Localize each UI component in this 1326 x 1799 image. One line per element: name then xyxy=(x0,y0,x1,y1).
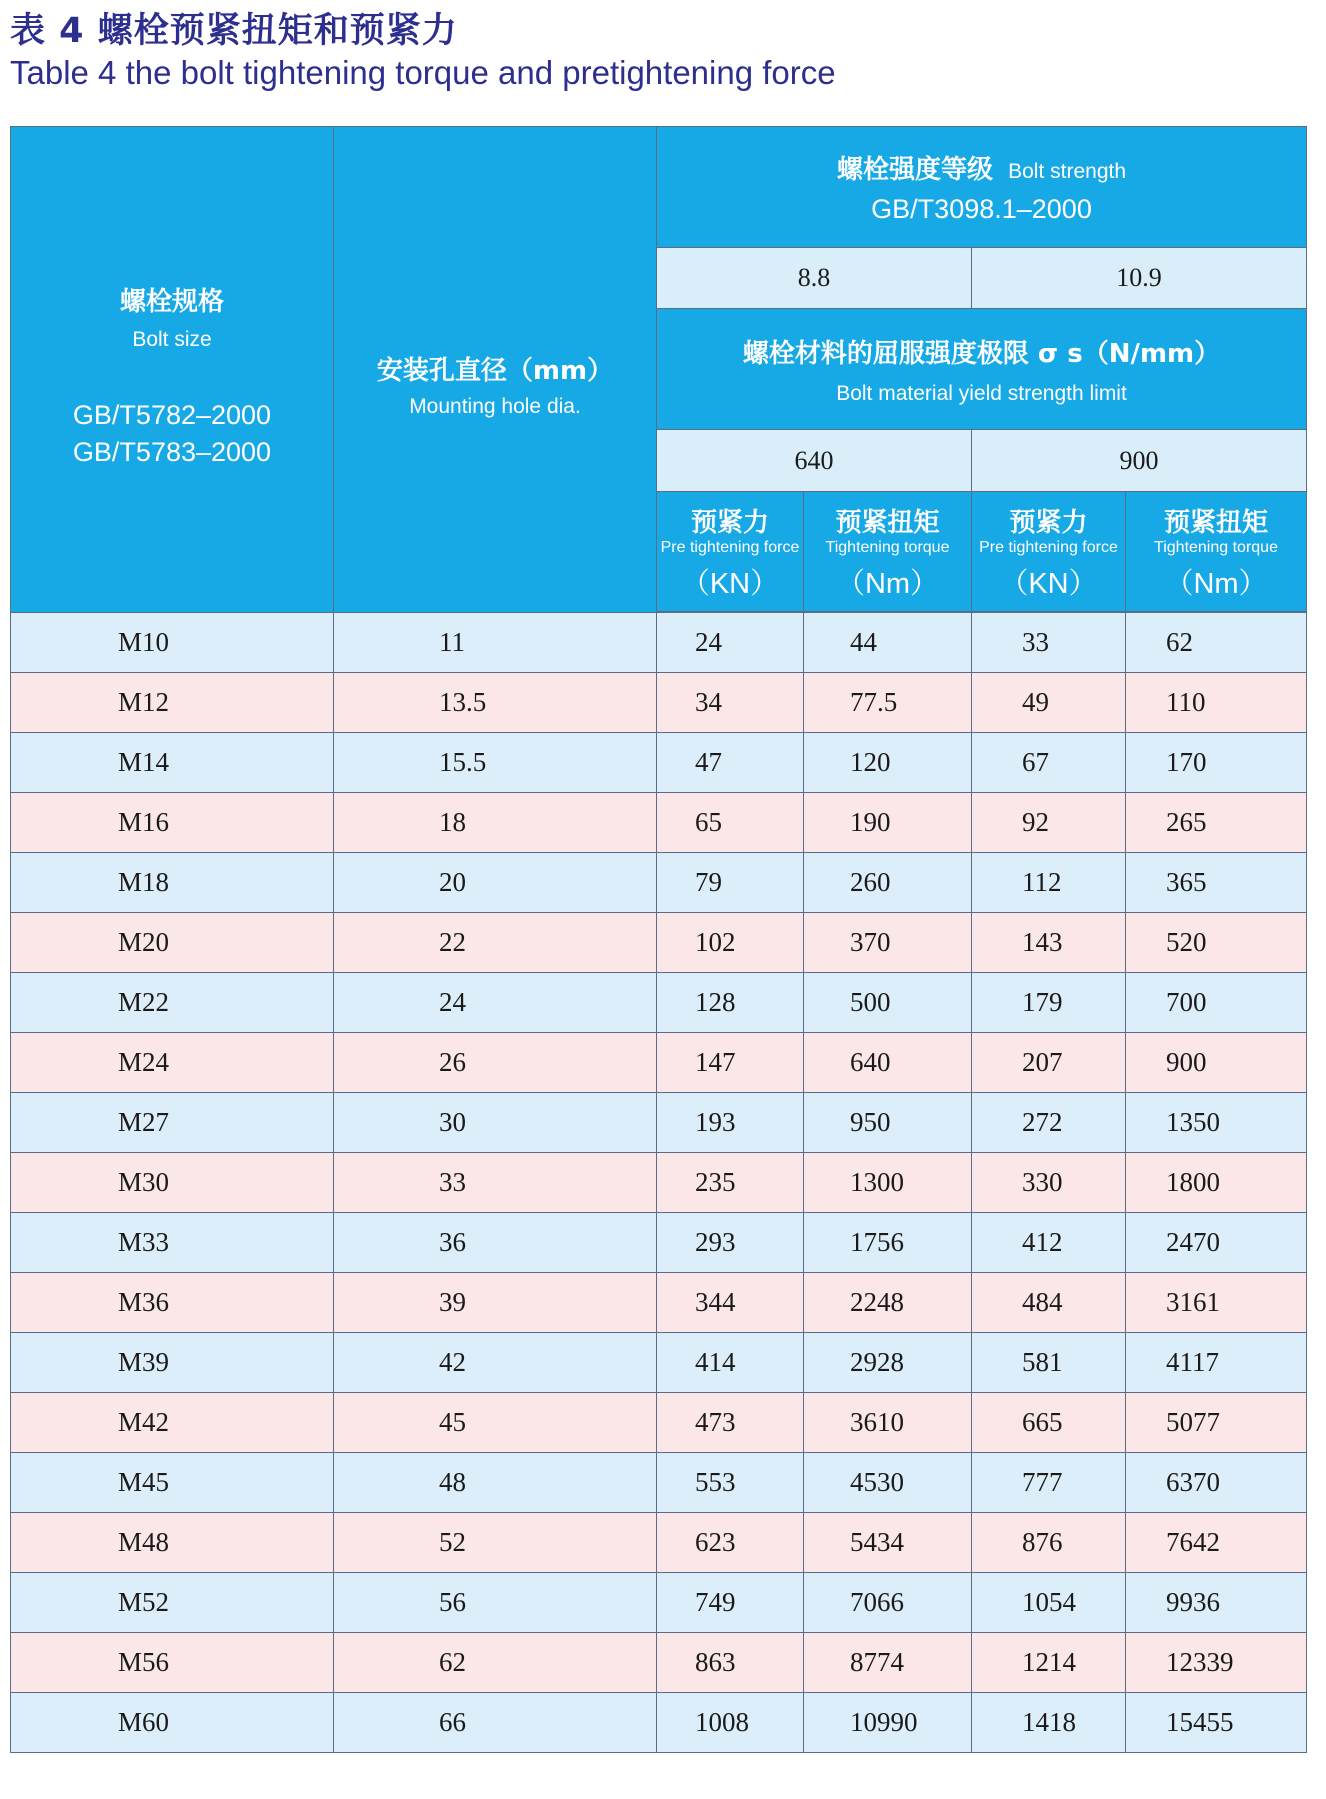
cell-t88 xyxy=(804,673,972,733)
cell-value: M45 xyxy=(118,1467,170,1497)
table-row xyxy=(11,613,1307,673)
cell-size xyxy=(11,613,334,673)
cell-value: 412 xyxy=(1022,1227,1063,1257)
cell-size xyxy=(11,1453,334,1513)
hole-dia-header xyxy=(334,127,657,613)
cell-value: 473 xyxy=(695,1407,736,1437)
cell-value: 330 xyxy=(1022,1167,1063,1197)
cell-hole xyxy=(334,1033,657,1093)
bolt-size-zh: 螺栓规格 xyxy=(119,287,224,317)
cell-value: 179 xyxy=(1022,987,1063,1017)
table-row xyxy=(11,1153,1307,1213)
cell-value: 5434 xyxy=(850,1527,904,1557)
cell-t109 xyxy=(1126,1333,1307,1393)
col-header-force-109 xyxy=(972,492,1126,612)
col-header-torque-88 xyxy=(804,492,972,612)
cell-t88 xyxy=(804,1213,972,1273)
cell-value: 7642 xyxy=(1166,1527,1220,1557)
cell-value: 4117 xyxy=(1166,1347,1219,1377)
yield-strength-en: Bolt material yield strength limit xyxy=(836,381,1127,405)
cell-value: 12339 xyxy=(1166,1647,1234,1677)
cell-size xyxy=(11,1213,334,1273)
cell-size xyxy=(11,1393,334,1453)
cell-t109 xyxy=(1126,1633,1307,1693)
col-header-zh: 预紧扭矩 xyxy=(1164,507,1269,538)
cell-value: 34 xyxy=(695,687,722,717)
cell-size xyxy=(11,1693,334,1753)
cell-value: 3610 xyxy=(850,1407,904,1437)
grade-8-8: 8.8 xyxy=(657,248,972,309)
cell-value: M20 xyxy=(118,927,170,957)
cell-f109 xyxy=(972,793,1126,853)
cell-f109 xyxy=(972,1393,1126,1453)
cell-value: 414 xyxy=(695,1347,736,1377)
table-row xyxy=(11,673,1307,733)
cell-value: 79 xyxy=(695,867,722,897)
cell-f88 xyxy=(657,1513,804,1573)
cell-t88 xyxy=(804,793,972,853)
cell-value: 65 xyxy=(695,807,722,837)
cell-value: 102 xyxy=(695,927,736,957)
cell-f88 xyxy=(657,1333,804,1393)
cell-size xyxy=(11,793,334,853)
cell-f109 xyxy=(972,1573,1126,1633)
cell-value: 749 xyxy=(695,1587,736,1617)
cell-value: 42 xyxy=(439,1347,466,1377)
cell-value: 1800 xyxy=(1166,1167,1220,1197)
cell-value: 344 xyxy=(695,1287,736,1317)
cell-value: M24 xyxy=(118,1047,170,1077)
col-header-unit: （KN） xyxy=(999,567,1098,600)
cell-value: 49 xyxy=(1022,687,1049,717)
col-header-en: Pre tightening force xyxy=(660,538,800,556)
table-row xyxy=(11,1273,1307,1333)
cell-value: M30 xyxy=(118,1167,170,1197)
cell-value: 143 xyxy=(1022,927,1063,957)
cell-size xyxy=(11,1573,334,1633)
cell-hole xyxy=(334,613,657,673)
cell-value: M56 xyxy=(118,1647,170,1677)
table-row xyxy=(11,1573,1307,1633)
cell-hole xyxy=(334,913,657,973)
cell-value: 120 xyxy=(850,747,891,777)
cell-value: M10 xyxy=(118,627,170,657)
cell-value: 6370 xyxy=(1166,1467,1220,1497)
cell-f88 xyxy=(657,973,804,1033)
cell-hole xyxy=(334,1093,657,1153)
cell-value: 170 xyxy=(1166,747,1207,777)
table-row xyxy=(11,1693,1307,1753)
bolt-torque-table xyxy=(10,126,1307,1753)
cell-t88 xyxy=(804,973,972,1033)
cell-f109 xyxy=(972,1033,1126,1093)
cell-f88 xyxy=(657,1693,804,1753)
cell-t109 xyxy=(1126,793,1307,853)
cell-value: 22 xyxy=(439,927,466,957)
cell-f88 xyxy=(657,1393,804,1453)
cell-f88 xyxy=(657,1573,804,1633)
cell-value: M48 xyxy=(118,1527,170,1557)
bolt-strength-line xyxy=(657,149,1306,186)
yield-900: 900 xyxy=(972,430,1307,492)
table-row xyxy=(11,1213,1307,1273)
cell-hole xyxy=(334,1513,657,1573)
cell-value: 1300 xyxy=(850,1167,904,1197)
cell-hole xyxy=(334,1213,657,1273)
cell-value: 15455 xyxy=(1166,1707,1234,1737)
cell-value: 1418 xyxy=(1022,1707,1076,1737)
cell-value: 36 xyxy=(439,1227,466,1257)
cell-size xyxy=(11,913,334,973)
cell-value: M12 xyxy=(118,687,170,717)
table-row xyxy=(11,793,1307,853)
yield-640: 640 xyxy=(657,430,972,492)
cell-value: 1008 xyxy=(695,1707,749,1737)
cell-hole xyxy=(334,1633,657,1693)
cell-size xyxy=(11,1513,334,1573)
col-header-zh: 预紧扭矩 xyxy=(835,507,940,538)
table-row xyxy=(11,1393,1307,1453)
cell-f109 xyxy=(972,1633,1126,1693)
cell-value: 33 xyxy=(1022,627,1049,657)
cell-value: 640 xyxy=(850,1047,891,1077)
cell-value: 67 xyxy=(1022,747,1049,777)
cell-f88 xyxy=(657,853,804,913)
table-title-en: Table 4 the bolt tightening torque and pretightening force xyxy=(10,54,836,91)
cell-value: 112 xyxy=(1022,867,1062,897)
col-header-unit: （KN） xyxy=(680,567,780,600)
cell-f88 xyxy=(657,1033,804,1093)
cell-value: 39 xyxy=(439,1287,466,1317)
table-row xyxy=(11,973,1307,1033)
cell-t109 xyxy=(1126,673,1307,733)
cell-t109 xyxy=(1126,853,1307,913)
cell-value: 370 xyxy=(850,927,891,957)
cell-value: 193 xyxy=(695,1107,736,1137)
cell-value: 293 xyxy=(695,1227,736,1257)
cell-t88 xyxy=(804,913,972,973)
bolt-size-std2: GB/T5783–2000 xyxy=(72,437,272,467)
bolt-strength-zh: 螺栓强度等级 xyxy=(837,155,994,185)
cell-t109 xyxy=(1126,913,1307,973)
yield-strength-zh: 螺栓材料的屈服强度极限 σ s（N/mm） xyxy=(742,338,1221,369)
cell-value: M22 xyxy=(118,987,170,1017)
cell-f88 xyxy=(657,913,804,973)
cell-t109 xyxy=(1126,973,1307,1033)
table-row xyxy=(11,1093,1307,1153)
cell-value: M42 xyxy=(118,1407,170,1437)
cell-value: 47 xyxy=(695,747,722,777)
cell-value: 56 xyxy=(439,1587,466,1617)
cell-t88 xyxy=(804,1693,972,1753)
table-row xyxy=(11,1633,1307,1693)
cell-value: 3161 xyxy=(1166,1287,1220,1317)
bolt-strength-header xyxy=(657,127,1307,248)
cell-f88 xyxy=(657,1453,804,1513)
cell-hole xyxy=(334,853,657,913)
cell-value: 520 xyxy=(1166,927,1207,957)
hole-dia-en: Mounting hole dia. xyxy=(409,395,581,418)
cell-hole xyxy=(334,973,657,1033)
cell-hole xyxy=(334,1273,657,1333)
table-row xyxy=(11,733,1307,793)
cell-value: 5077 xyxy=(1166,1407,1220,1437)
cell-value: 45 xyxy=(439,1407,466,1437)
cell-value: 13.5 xyxy=(439,687,487,717)
title-block xyxy=(10,6,836,92)
cell-value: M36 xyxy=(118,1287,170,1317)
cell-f109 xyxy=(972,1213,1126,1273)
cell-value: M27 xyxy=(118,1107,170,1137)
cell-t109 xyxy=(1126,1453,1307,1513)
cell-value: 33 xyxy=(439,1167,466,1197)
cell-value: 272 xyxy=(1022,1107,1063,1137)
cell-t88 xyxy=(804,1573,972,1633)
cell-value: 950 xyxy=(850,1107,891,1137)
bolt-strength-en: Bolt strength xyxy=(1008,160,1127,183)
cell-value: 44 xyxy=(850,627,877,657)
cell-value: 7066 xyxy=(850,1587,904,1617)
cell-value: M52 xyxy=(118,1587,170,1617)
cell-value: 30 xyxy=(439,1107,466,1137)
cell-value: 235 xyxy=(695,1167,736,1197)
cell-value: 52 xyxy=(439,1527,466,1557)
col-header-zh: 预紧力 xyxy=(690,507,769,538)
cell-f109 xyxy=(972,1453,1126,1513)
cell-t109 xyxy=(1126,613,1307,673)
cell-value: 2248 xyxy=(850,1287,904,1317)
cell-value: M39 xyxy=(118,1347,170,1377)
cell-value: 1350 xyxy=(1166,1107,1220,1137)
cell-t109 xyxy=(1126,1573,1307,1633)
cell-size xyxy=(11,1153,334,1213)
cell-f109 xyxy=(972,733,1126,793)
cell-f88 xyxy=(657,1273,804,1333)
cell-value: 147 xyxy=(695,1047,736,1077)
cell-value: 260 xyxy=(850,867,891,897)
table-row xyxy=(11,1333,1307,1393)
cell-value: 190 xyxy=(850,807,891,837)
cell-t109 xyxy=(1126,1513,1307,1573)
cell-f109 xyxy=(972,673,1126,733)
cell-f88 xyxy=(657,1153,804,1213)
table-title-zh: 表 4 螺栓预紧扭矩和预紧力 xyxy=(10,11,458,51)
cell-t109 xyxy=(1126,733,1307,793)
cell-value: 665 xyxy=(1022,1407,1063,1437)
table-row xyxy=(11,913,1307,973)
col-header-torque-109 xyxy=(1126,492,1307,612)
cell-size xyxy=(11,1333,334,1393)
bolt-size-en: Bolt size xyxy=(132,328,212,351)
cell-f109 xyxy=(972,913,1126,973)
bolt-size-std1: GB/T5782–2000 xyxy=(72,400,272,430)
cell-size xyxy=(11,673,334,733)
cell-f88 xyxy=(657,1213,804,1273)
cell-f109 xyxy=(972,853,1126,913)
cell-value: 553 xyxy=(695,1467,736,1497)
cell-f109 xyxy=(972,1093,1126,1153)
cell-value: 48 xyxy=(439,1467,466,1497)
cell-size xyxy=(11,1093,334,1153)
cell-size xyxy=(11,973,334,1033)
yield-strength-header xyxy=(657,309,1307,430)
cell-value: 66 xyxy=(439,1707,466,1737)
table-row xyxy=(11,1033,1307,1093)
cell-f109 xyxy=(972,613,1126,673)
cell-value: 2928 xyxy=(850,1347,904,1377)
cell-f109 xyxy=(972,1333,1126,1393)
cell-value: 623 xyxy=(695,1527,736,1557)
cell-value: 207 xyxy=(1022,1047,1063,1077)
cell-value: 9936 xyxy=(1166,1587,1220,1617)
cell-t88 xyxy=(804,853,972,913)
table-body xyxy=(11,613,1307,1753)
cell-value: 11 xyxy=(439,627,465,657)
col-header-en: Pre tightening force xyxy=(979,538,1118,556)
cell-hole xyxy=(334,1333,657,1393)
hole-dia-zh: 安装孔直径（mm） xyxy=(376,356,614,386)
cell-t109 xyxy=(1126,1213,1307,1273)
cell-value: 18 xyxy=(439,807,466,837)
cell-t88 xyxy=(804,1093,972,1153)
cell-t88 xyxy=(804,1033,972,1093)
cell-f88 xyxy=(657,1633,804,1693)
cell-size xyxy=(11,853,334,913)
col-header-en: Tightening torque xyxy=(1154,538,1278,556)
cell-t109 xyxy=(1126,1093,1307,1153)
cell-value: 110 xyxy=(1166,687,1206,717)
cell-t88 xyxy=(804,1153,972,1213)
cell-value: 1054 xyxy=(1022,1587,1076,1617)
cell-f88 xyxy=(657,1093,804,1153)
cell-value: M60 xyxy=(118,1707,170,1737)
cell-f109 xyxy=(972,1693,1126,1753)
cell-t88 xyxy=(804,733,972,793)
cell-f88 xyxy=(657,613,804,673)
table-row xyxy=(11,1513,1307,1573)
cell-value: 26 xyxy=(439,1047,466,1077)
cell-hole xyxy=(334,1693,657,1753)
col-header-force-88 xyxy=(657,492,804,612)
cell-value: 8774 xyxy=(850,1647,904,1677)
cell-size xyxy=(11,1633,334,1693)
cell-f109 xyxy=(972,1513,1126,1573)
col-header-zh: 预紧力 xyxy=(1009,507,1088,538)
cell-value: 24 xyxy=(695,627,722,657)
cell-t88 xyxy=(804,1633,972,1693)
cell-value: 62 xyxy=(1166,627,1193,657)
cell-value: 2470 xyxy=(1166,1227,1220,1257)
cell-value: 4530 xyxy=(850,1467,904,1497)
cell-value: M14 xyxy=(118,747,170,777)
cell-value: 700 xyxy=(1166,987,1207,1017)
cell-value: 15.5 xyxy=(439,747,487,777)
cell-value: 1756 xyxy=(850,1227,904,1257)
table-row xyxy=(11,1453,1307,1513)
cell-t109 xyxy=(1126,1273,1307,1333)
col-header-unit: （Nm） xyxy=(1164,567,1268,600)
cell-value: 900 xyxy=(1166,1047,1207,1077)
cell-t88 xyxy=(804,613,972,673)
cell-t88 xyxy=(804,1333,972,1393)
cell-f109 xyxy=(972,1153,1126,1213)
cell-t109 xyxy=(1126,1153,1307,1213)
cell-hole xyxy=(334,1453,657,1513)
cell-t109 xyxy=(1126,1033,1307,1093)
cell-value: 265 xyxy=(1166,807,1207,837)
cell-f109 xyxy=(972,1273,1126,1333)
cell-value: 777 xyxy=(1022,1467,1063,1497)
cell-size xyxy=(11,1273,334,1333)
cell-value: 20 xyxy=(439,867,466,897)
cell-hole xyxy=(334,673,657,733)
cell-f88 xyxy=(657,733,804,793)
cell-t88 xyxy=(804,1513,972,1573)
cell-value: M33 xyxy=(118,1227,170,1257)
cell-value: 500 xyxy=(850,987,891,1017)
cell-hole xyxy=(334,1573,657,1633)
cell-value: M16 xyxy=(118,807,170,837)
cell-f109 xyxy=(972,973,1126,1033)
cell-value: 24 xyxy=(439,987,466,1017)
table-row xyxy=(11,853,1307,913)
cell-f88 xyxy=(657,793,804,853)
cell-f88 xyxy=(657,673,804,733)
cell-hole xyxy=(334,1393,657,1453)
cell-value: 863 xyxy=(695,1647,736,1677)
bolt-strength-std: GB/T3098.1–2000 xyxy=(871,194,1092,224)
cell-t88 xyxy=(804,1393,972,1453)
cell-value: 77.5 xyxy=(850,687,898,717)
grade-10-9: 10.9 xyxy=(972,248,1307,309)
col-header-en: Tightening torque xyxy=(825,538,950,556)
col-header-unit: （Nm） xyxy=(835,567,940,600)
cell-hole xyxy=(334,793,657,853)
cell-value: 92 xyxy=(1022,807,1049,837)
cell-t109 xyxy=(1126,1393,1307,1453)
cell-t109 xyxy=(1126,1693,1307,1753)
cell-value: M18 xyxy=(118,867,170,897)
cell-t88 xyxy=(804,1273,972,1333)
cell-value: 876 xyxy=(1022,1527,1063,1557)
cell-size xyxy=(11,1033,334,1093)
cell-value: 10990 xyxy=(850,1707,918,1737)
cell-value: 128 xyxy=(695,987,736,1017)
cell-hole xyxy=(334,1153,657,1213)
cell-value: 581 xyxy=(1022,1347,1063,1377)
cell-t88 xyxy=(804,1453,972,1513)
cell-value: 1214 xyxy=(1022,1647,1076,1677)
bolt-size-header xyxy=(11,127,334,613)
cell-value: 484 xyxy=(1022,1287,1063,1317)
cell-value: 365 xyxy=(1166,867,1207,897)
cell-hole xyxy=(334,733,657,793)
cell-size xyxy=(11,733,334,793)
cell-value: 62 xyxy=(439,1647,466,1677)
